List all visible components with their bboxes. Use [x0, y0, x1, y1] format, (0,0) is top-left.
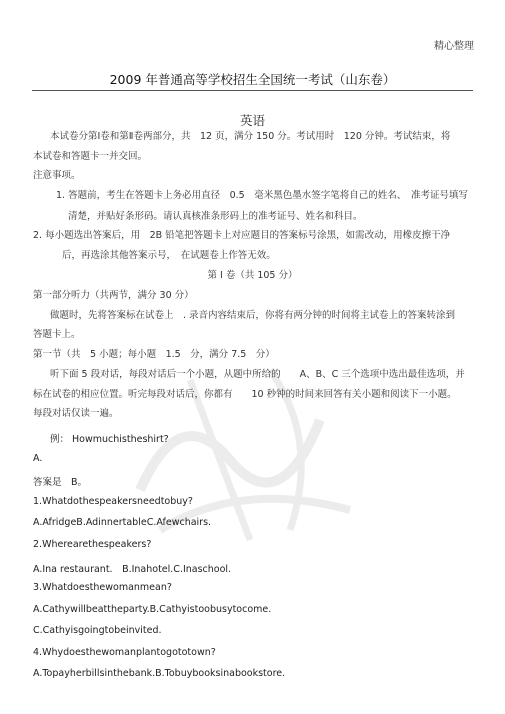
- example-question: 例： Howmuchistheshirt?: [50, 434, 169, 445]
- note-2-line-2: 后，再选涂其他答案示号， 在试题卷上作答无效。: [62, 250, 276, 261]
- example-option: A.: [33, 453, 43, 464]
- exam-title: 2009 年普通高等学校招生全国统一考试（山东卷）: [109, 72, 396, 87]
- question-3-options: A.Cathywillbeattheparty.B.Cathyistoobusytocome.: [33, 604, 272, 615]
- question-3-options-cont: C.Cathyisgoingtobeinvited.: [33, 625, 162, 636]
- note-1-line-2: 清楚，并贴好条形码。请认真核准条形码上的准考证号、姓名和科目。: [68, 211, 363, 222]
- subsection-1-title: 第一节（共 5 小题；每小题 1.5 分，满分 7.5 分）: [33, 349, 275, 360]
- question-2-stem: 2.Wherearethespeakers?: [33, 539, 152, 550]
- example-answer: 答案是 B。: [33, 477, 88, 488]
- watermark-graphic: [120, 340, 380, 560]
- intro-line-2: 本试卷和答题卡一并交回。: [33, 151, 148, 162]
- part-title: 第 I 卷（共 105 分）: [207, 270, 298, 281]
- intro-line-1: 本试卷分第Ⅰ卷和第Ⅱ卷两部分，共 12 页，满分 150 分。考试用时 120 分钟。考试结束，将: [50, 131, 451, 142]
- subject-title: 英语: [239, 113, 265, 128]
- section-1-desc-line-1: 做题时，先将答案标在试卷上 . 录音内容结束后，你将有两分钟的时间将主试卷上的答案转涂到: [50, 310, 456, 321]
- header-rule: [32, 90, 473, 91]
- subsection-1-desc-line-2: 标在试卷的相应位置。听完每段对话后，你都有 10 秒钟的时间来回答有关小题和阅读下一小题。: [33, 389, 457, 400]
- question-4-stem: 4.Whydoesthewomanplantogototown?: [33, 647, 216, 658]
- subsection-1-desc-line-1: 听下面 5 段对话，每段对话后一个小题，从题中所给的 A、B、C 三个选项中选出最佳选项，并: [50, 369, 465, 380]
- section-1-title: 第一部分听力（共两节，满分 30 分）: [33, 290, 194, 301]
- section-1-desc-line-2: 答题卡上。: [33, 329, 81, 340]
- question-1-stem: 1.Whatdothespeakersneedtobuy?: [33, 496, 193, 507]
- page-header-tag: 精心整理: [434, 41, 474, 52]
- notice-title: 注意事项。: [33, 170, 81, 181]
- question-2-options: A.Ina restaurant. B.Inahotel.C.Inaschool.: [33, 564, 232, 575]
- question-4-options: A.Topayherbillsinthebank.B.Tobuybooksinabookstore.: [33, 668, 286, 679]
- question-1-options: A.AfridgeB.AdinnertableC.Afewchairs.: [33, 517, 212, 528]
- note-1-line-1: 1. 答题前，考生在答题卡上务必用直径 0.5 毫米黑色墨水签字笔将自己的姓名、 准考证号填写: [56, 190, 468, 201]
- note-2-line-1: 2. 每小题选出答案后，用 2B 铅笔把答题卡上对应题目的答案标号涂黑，如需改动，用橡皮擦干净: [33, 230, 451, 241]
- question-3-stem: 3.Whatdoesthewomanmean?: [33, 582, 172, 593]
- subsection-1-desc-line-3: 每段对话仅读一遍。: [33, 408, 119, 419]
